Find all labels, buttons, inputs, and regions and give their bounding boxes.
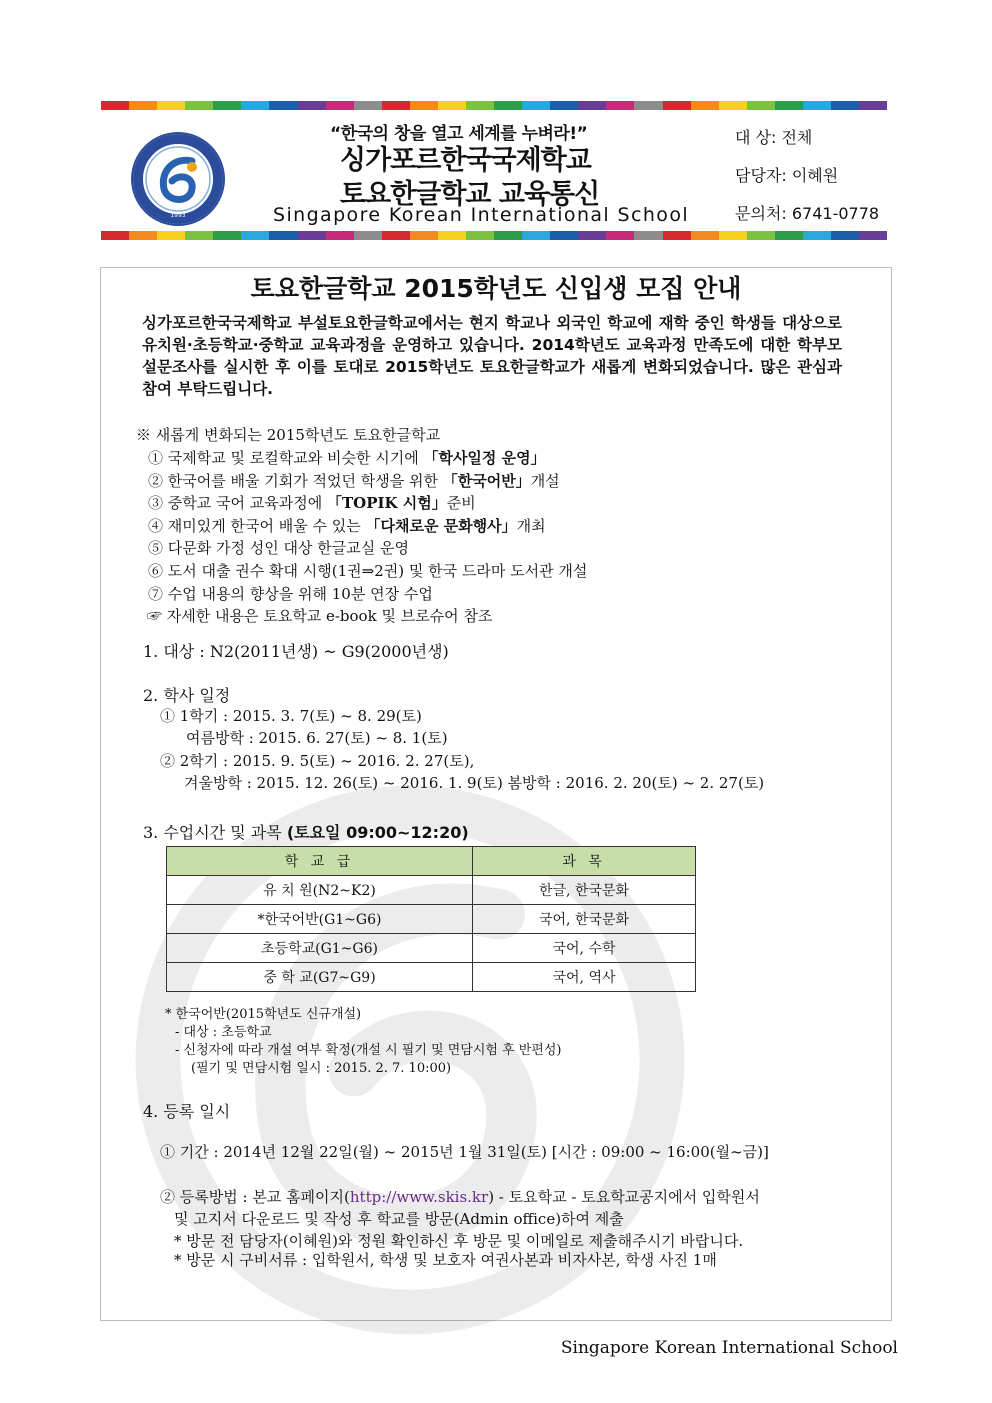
stripe-segment [129, 101, 157, 110]
stripe-segment [466, 101, 494, 110]
stripe-segment [634, 101, 662, 110]
stripe-segment [691, 231, 719, 240]
registration-note-visit: * 방문 전 담당자(이혜원)와 정원 확인하신 후 방문 및 이메일로 제출해주시기 바랍니다. [174, 1232, 744, 1250]
stripe-segment [269, 231, 297, 240]
logo-year: 1993 [170, 212, 186, 219]
color-stripe-top [101, 101, 887, 110]
section-schedule-heading: 2. 학사 일정 [143, 686, 231, 705]
section-registration-heading: 4. 등록 일시 [143, 1102, 231, 1121]
stripe-segment [213, 231, 241, 240]
stripe-segment [578, 231, 606, 240]
stripe-segment [494, 101, 522, 110]
change-item: ☞ 자세한 내용은 토요학교 e-book 및 브로슈어 참조 [147, 607, 493, 626]
schedule-semester1: ① 1학기 : 2015. 3. 7(토) ~ 8. 29(토) [160, 707, 422, 725]
changes-heading: ※ 새롭게 변화되는 2015학년도 토요한글학교 [136, 426, 441, 444]
stripe-segment [101, 231, 129, 240]
stripe-segment [298, 101, 326, 110]
stripe-segment [185, 231, 213, 240]
stripe-segment [550, 101, 578, 110]
korean-class-exam-date: (필기 및 면담시험 일시 : 2015. 2. 7. 10:00) [191, 1061, 452, 1076]
stripe-segment [382, 101, 410, 110]
change-item: ① 국제학교 및 로컬학교와 비슷한 시기에 「학사일정 운영」 [148, 449, 546, 467]
stripe-segment [438, 101, 466, 110]
stripe-segment [719, 101, 747, 110]
stripe-segment [157, 231, 185, 240]
contact-person: 담당자: 이혜원 [735, 166, 839, 185]
homepage-link[interactable]: http://www.skis.kr [349, 1188, 489, 1206]
school-name-en: Singapore Korean International School [273, 204, 690, 226]
stripe-segment [241, 231, 269, 240]
stripe-segment [298, 231, 326, 240]
stripe-segment [129, 231, 157, 240]
stripe-segment [326, 231, 354, 240]
change-item: ④ 재미있게 한국어 배울 수 있는 「다채로운 문화행사」개최 [148, 516, 546, 535]
courses-table [166, 846, 696, 992]
korean-class-target: - 대상 : 초등학교 [175, 1025, 272, 1040]
registration-note-documents: * 방문 시 구비서류 : 입학원서, 학생 및 보호자 여권사본과 비자사본, 학생 사진 1매 [174, 1251, 717, 1269]
table-header-level: 학 교 급 [167, 847, 473, 876]
korean-class-condition: - 신청자에 따라 개설 여부 확정(개설 시 필기 및 면담시험 후 반편성) [175, 1043, 562, 1058]
registration-period: ① 기간 : 2014년 12월 22일(월) ~ 2015년 1월 31일(토) [시간 : 09:00 ~ 16:00(월~금)] [160, 1143, 769, 1161]
stripe-segment [241, 101, 269, 110]
stripe-segment [410, 231, 438, 240]
section-classes-heading: 3. 수업시간 및 과목 (토요일 09:00~12:20) [143, 823, 469, 842]
stripe-segment [859, 101, 887, 110]
stripe-segment [494, 231, 522, 240]
change-item: ③ 중학교 국어 교육과정에 「TOPIK 시험」준비 [148, 494, 476, 513]
stripe-segment [382, 231, 410, 240]
stripe-segment [831, 231, 859, 240]
table-row: 유 치 원(N2~K2) 한글, 한국문화 [167, 876, 696, 905]
stripe-segment [522, 101, 550, 110]
school-name-ko: 싱가포르한국국제학교 [340, 145, 591, 176]
registration-method-line2: 및 고지서 다운로드 및 작성 후 학교를 방문(Admin office)하여 제출 [174, 1210, 624, 1228]
change-item: ② 한국어를 배울 기회가 적었던 학생을 위한 「한국어반」개설 [148, 471, 560, 490]
stripe-segment [803, 101, 831, 110]
stripe-segment [157, 101, 185, 110]
footer-school-name: Singapore Korean International School [560, 1338, 898, 1358]
stripe-segment [663, 101, 691, 110]
stripe-segment [213, 101, 241, 110]
table-row: 중 학 교(G7~G9) 국어, 역사 [167, 963, 696, 992]
newsletter-title: 토요한글학교 교육통신 [340, 179, 600, 210]
stripe-segment [466, 231, 494, 240]
stripe-segment [719, 231, 747, 240]
stripe-segment [354, 101, 382, 110]
stripe-segment [831, 101, 859, 110]
stripe-segment [606, 231, 634, 240]
schedule-semester2: ② 2학기 : 2015. 9. 5(토) ~ 2016. 2. 27(토), [160, 752, 475, 770]
table-row: 초등학교(G1~G6) 국어, 수학 [167, 934, 696, 963]
stripe-segment [859, 231, 887, 240]
stripe-segment [663, 231, 691, 240]
stripe-segment [354, 231, 382, 240]
stripe-segment [438, 231, 466, 240]
phone-number: 문의처: 6741-0778 [735, 204, 880, 223]
stripe-segment [410, 101, 438, 110]
stripe-segment [775, 231, 803, 240]
schedule-winter-spring: 겨울방학 : 2015. 12. 26(토) ~ 2016. 1. 9(토) 봄방학 : 2016. 2. 20(토) ~ 2. 27(토) [184, 774, 765, 792]
stripe-segment [775, 101, 803, 110]
slogan: “한국의 창을 열고 세계를 누벼라!” [330, 124, 588, 144]
registration-method: ② 등록방법 : 본교 홈페이지(http://www.skis.kr) - 토요학교 - 토요학교공지에서 입학원서 [160, 1188, 760, 1206]
stripe-segment [101, 101, 129, 110]
target-audience: 대 상: 전체 [735, 128, 813, 147]
stripe-segment [606, 101, 634, 110]
stripe-segment [269, 101, 297, 110]
change-item: ⑤ 다문화 가정 성인 대상 한글교실 운영 [148, 539, 409, 558]
schedule-summer: 여름방학 : 2015. 6. 27(토) ~ 8. 1(토) [186, 729, 448, 747]
main-title: 토요한글학교 2015학년도 신입생 모집 안내 [250, 274, 742, 303]
stripe-segment [803, 231, 831, 240]
change-item: ⑦ 수업 내용의 향상을 위해 10분 연장 수업 [148, 584, 433, 603]
stripe-segment [522, 231, 550, 240]
intro-paragraph: 싱가포르한국국제학교 부설토요한글학교에서는 현지 학교나 외국인 학교에 재학 중인 학생들 대상으로 유치원·초등학교·중학교 교육과정을 운영하고 있습니다. 2014학년도 교육과정 만족도에 대한 학부모 설문조사를 실시한 후 이를 토대로 2015학년도 토요한글학교가 새롭게 변화되었습니다. 많은 관심과 참여 부탁드립니다. [142, 314, 842, 398]
change-item: ⑥ 도서 대출 권수 확대 시행(1권⇒2권) 및 한국 드라마 도서관 개설 [148, 562, 588, 580]
section-target: 1. 대상 : N2(2011년생) ~ G9(2000년생) [143, 642, 449, 661]
korean-class-note: * 한국어반(2015학년도 신규개설) [165, 1007, 362, 1022]
stripe-segment [691, 101, 719, 110]
stripe-segment [747, 231, 775, 240]
stripe-segment [550, 231, 578, 240]
table-row: *한국어반(G1~G6) 국어, 한국문화 [167, 905, 696, 934]
stripe-segment [578, 101, 606, 110]
school-logo [130, 131, 226, 227]
stripe-segment [326, 101, 354, 110]
stripe-segment [747, 101, 775, 110]
stripe-segment [634, 231, 662, 240]
color-stripe-bottom [101, 231, 887, 240]
stripe-segment [185, 101, 213, 110]
table-header-subject: 과 목 [473, 847, 696, 876]
